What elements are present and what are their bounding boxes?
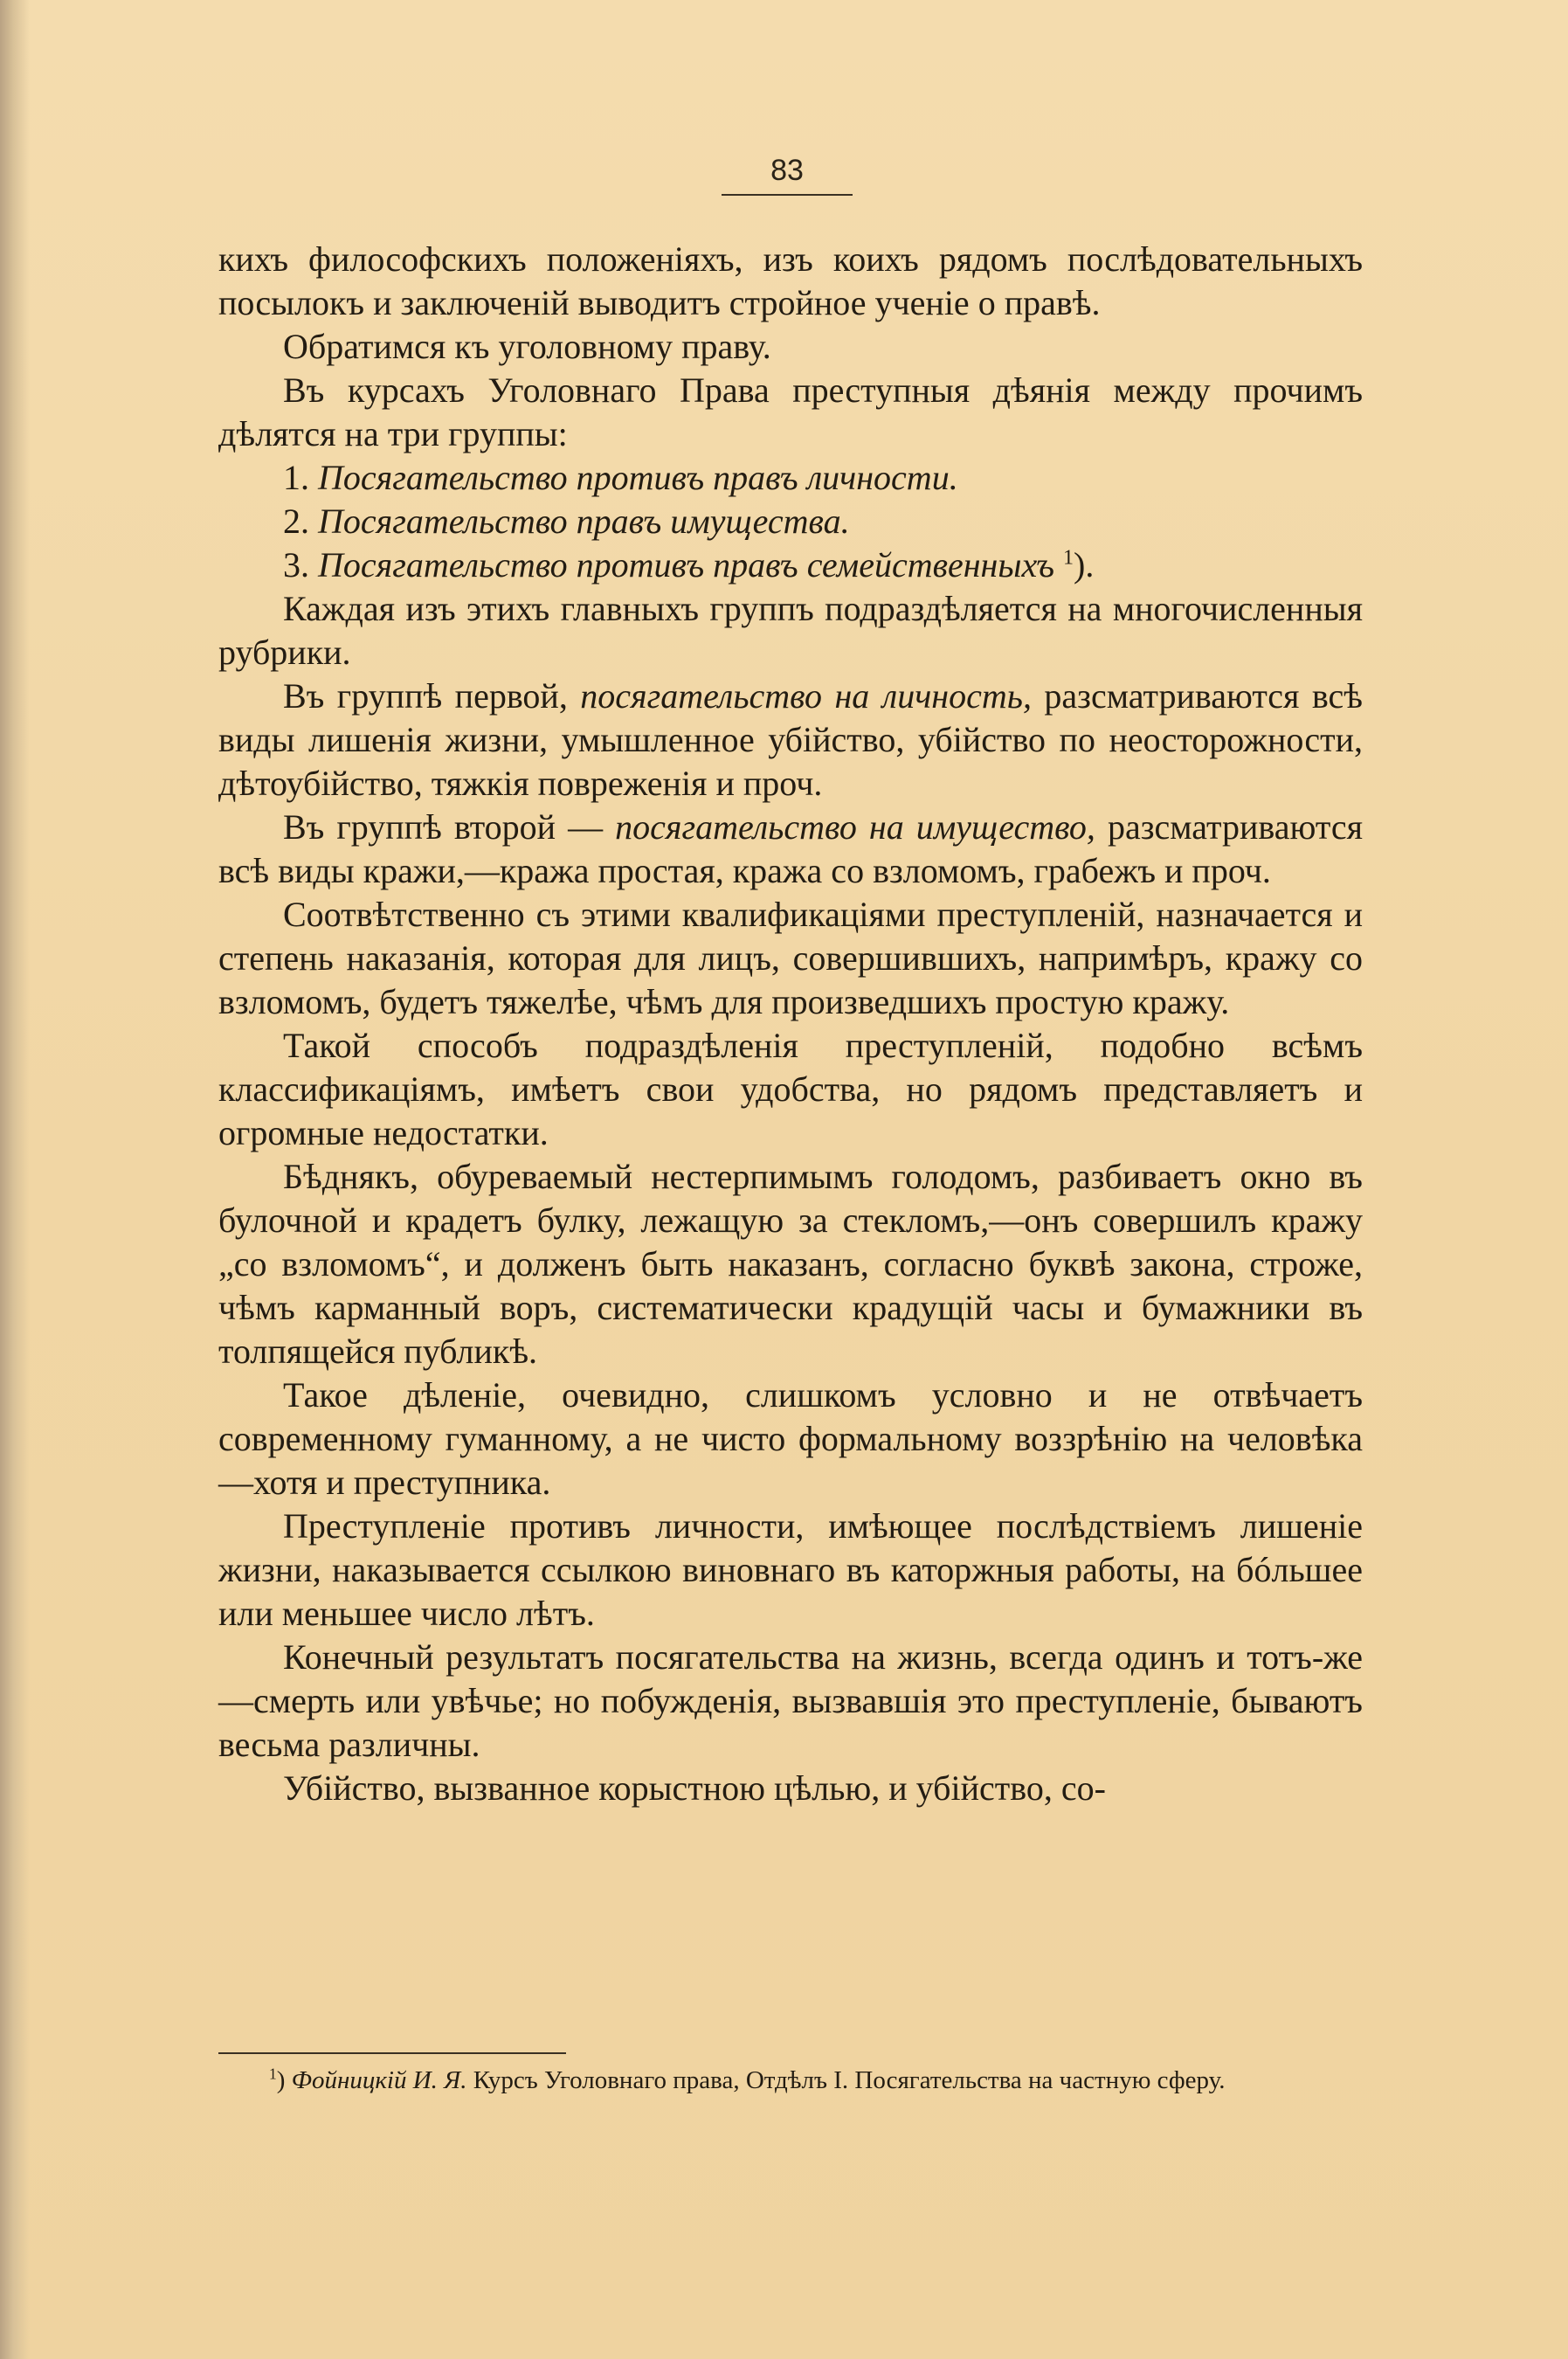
text-span: Убійство, вызванное корыстною цѣлью, и убійство, со-	[283, 1768, 1106, 1808]
page-number: 83	[770, 154, 804, 187]
italic-text: посягательство на имущество,	[615, 807, 1095, 847]
paragraph	[218, 587, 1363, 674]
footnote-rule	[218, 2052, 566, 2054]
paragraph	[218, 1505, 1363, 1636]
footnote-reference: 1	[1063, 546, 1074, 570]
paragraph	[218, 893, 1363, 1024]
paragraph	[218, 500, 1363, 543]
footnote-marker: 1	[269, 2065, 277, 2083]
text-span: Конечный результатъ посягательства на жизнь, всегда одинъ и тотъ-же—смерть или увѣчье; но побужденія, вызвавшія это преступленіе, бываютъ весьма различны.	[218, 1637, 1363, 1764]
paragraph	[218, 1636, 1363, 1767]
text-span: Каждая изъ этихъ главныхъ группъ подраздѣляется на многочисленныя рубрики.	[218, 589, 1363, 672]
text-span: Такой способъ подраздѣленія преступленій, подобно всѣмъ классификаціямъ, имѣетъ свои удобства, но рядомъ представляетъ и огромные недостатки.	[218, 1026, 1363, 1152]
paragraph	[218, 1024, 1363, 1155]
text-span: 1.	[283, 458, 318, 497]
text-span: разсматриваются всѣ виды кражи,—кража простая, кража со взломомъ, грабежъ и проч.	[218, 807, 1363, 890]
paragraph	[218, 1767, 1363, 1810]
text-span: 3.	[283, 545, 318, 585]
text-span: разсматриваются всѣ виды лишенія жизни, умышленное убійство, убійство по неосторожности, дѣтоубійство, тяжкія повреженія и проч.	[218, 676, 1364, 803]
paragraph	[218, 456, 1363, 500]
paragraph	[218, 369, 1363, 456]
page-number-rule	[722, 194, 853, 196]
text-span	[1054, 545, 1063, 585]
text-span: Бѣднякъ, обуреваемый нестерпимымъ голодомъ, разбиваетъ окно въ булочной и крадетъ булку, лежащую за стекломъ,—онъ совершилъ кражу „со взломомъ“, и долженъ быть наказанъ, согласно буквѣ закона, строже, чѣмъ карманный воръ, систематически крадущій часы и бумажники въ толпящейся публикѣ.	[218, 1157, 1363, 1371]
text-span: Соотвѣтственно съ этими квалификаціями преступленій, назначается и степень наказанія, которая для лицъ, совершившихъ, напримѣръ, кражу со взломомъ, будетъ тяжелѣе, чѣмъ для произведшихъ простую кражу.	[218, 895, 1363, 1021]
text-span: 2.	[283, 502, 318, 541]
text-span: Въ группѣ второй —	[283, 807, 616, 847]
footnote-text: Курсъ Уголовнаго права, Отдѣлъ I. Посягательства на частную сферу.	[466, 2066, 1226, 2094]
text-span: ).	[1074, 545, 1095, 585]
italic-text: Посягательство противъ правъ личности.	[318, 458, 958, 497]
paragraph	[218, 1373, 1363, 1505]
text-span: Такое дѣленіе, очевидно, слишкомъ условно и не отвѣчаетъ современному гуманному, а не чисто формальному воззрѣнію на человѣка—хотя и преступника.	[218, 1375, 1363, 1502]
paragraph	[218, 543, 1363, 587]
text-span: кихъ философскихъ положеніяхъ, изъ коихъ рядомъ послѣдовательныхъ посылокъ и заключеній выводитъ стройное ученіе о правѣ.	[218, 239, 1363, 322]
italic-text: посягательство на личность,	[580, 676, 1032, 716]
page-edge-shadow	[0, 0, 30, 2359]
paragraph	[218, 238, 1363, 325]
footnote: $^1$) Фойницкій И. Я. Курсъ Уголовнаго права, Отдѣлъ I. Посягательства на частную сферу.	[269, 2065, 1226, 2094]
paragraph	[218, 325, 1363, 369]
footnote-author: Фойницкій И. Я.	[291, 2066, 467, 2094]
italic-text: Посягательство противъ правъ семейственныхъ	[318, 545, 1055, 585]
italic-text: Посягательство правъ имущества.	[318, 502, 850, 541]
paragraph	[218, 806, 1363, 893]
text-span: Въ группѣ первой,	[283, 676, 581, 716]
text-span: Обратимся къ уголовному праву.	[283, 327, 771, 366]
text-span: Преступленіе противъ личности, имѣющее послѣдствіемъ лишеніе жизни, наказывается ссылкою виновнаго въ каторжныя работы, на бóльшее или меньшее число лѣтъ.	[218, 1506, 1363, 1633]
paragraph	[218, 1155, 1363, 1373]
paragraph	[218, 674, 1363, 806]
body-text	[218, 238, 1363, 1810]
text-span: Въ курсахъ Уголовнаго Права преступныя дѣянія между прочимъ дѣлятся на три группы:	[218, 370, 1363, 453]
